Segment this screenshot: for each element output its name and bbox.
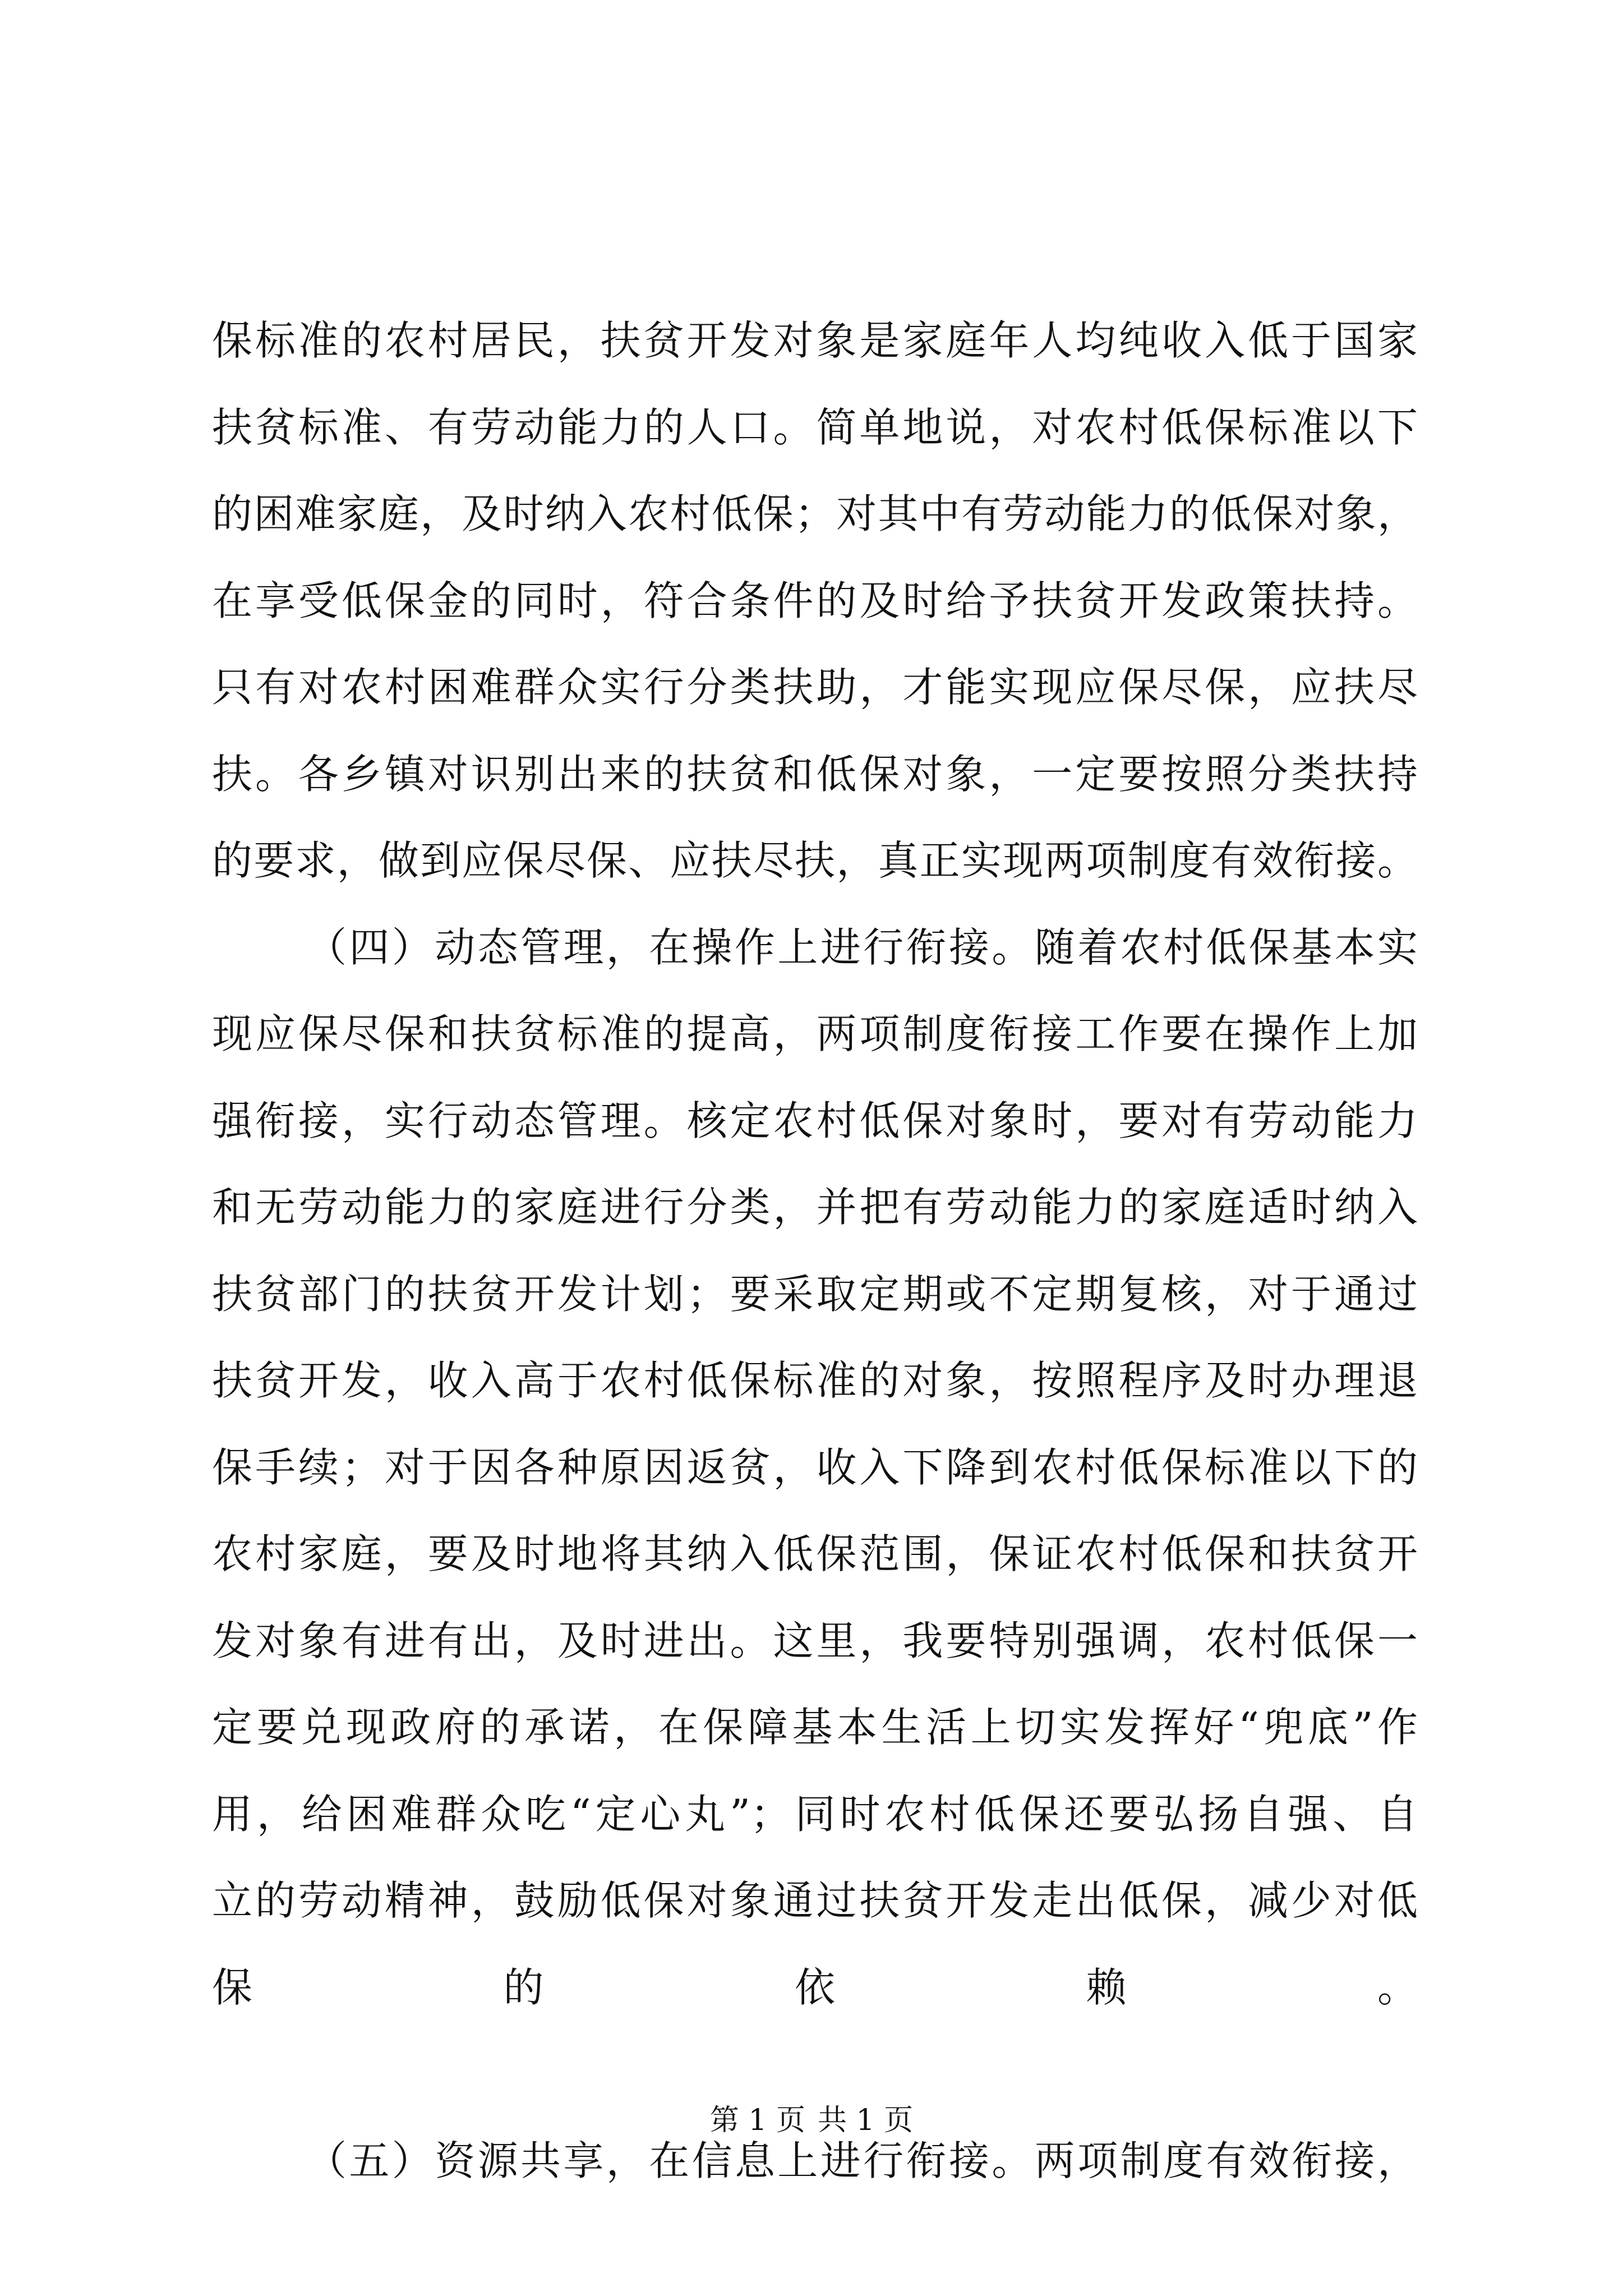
paragraph-heading-line: （五）资源共享，在信息上进行衔接。两项制度有效衔接，	[306, 2137, 1418, 2184]
text-line: 定要兑现政府的承诺，在保障基本生活上切实发挥好“兜底”作	[212, 1704, 1418, 1751]
text-line: 强衔接，实行动态管理。核定农村低保对象时，要对有劳动能力	[212, 1097, 1418, 1144]
page-number: 第 1 页	[709, 2104, 805, 2137]
page-footer	[0, 2101, 1623, 2140]
text-line: 保手续；对于因各种原因返贫，收入下降到农村低保标准以下的	[212, 1443, 1418, 1491]
text-line: 现应保尽保和扶贫标准的提高，两项制度衔接工作要在操作上加	[212, 1010, 1418, 1057]
document-body	[212, 297, 1418, 2204]
text-line: 保标准的农村居民，扶贫开发对象是家庭年人均纯收入低于国家	[212, 317, 1418, 364]
text-line: 用，给困难群众吃“定心丸”；同时农村低保还要弘扬自强、自	[212, 1790, 1418, 1838]
text-line: 保的依赖。	[212, 1963, 1418, 2011]
text-line: 扶贫标准、有劳动能力的人口。简单地说，对农村低保标准以下	[212, 403, 1418, 451]
paragraph-heading-line: （四）动态管理，在操作上进行衔接。随着农村低保基本实	[306, 923, 1418, 971]
text-line: 扶。各乡镇对识别出来的扶贫和低保对象，一定要按照分类扶持	[212, 750, 1418, 798]
text-line: 和无劳动能力的家庭进行分类，并把有劳动能力的家庭适时纳入	[212, 1184, 1418, 1231]
text-line: 发对象有进有出，及时进出。这里，我要特别强调，农村低保一	[212, 1617, 1418, 1664]
text-line: 立的劳动精神，鼓励低保对象通过扶贫开发走出低保，减少对低	[212, 1877, 1418, 1924]
text-line: 只有对农村困难群众实行分类扶助，才能实现应保尽保，应扶尽	[212, 664, 1418, 711]
page-total: 共 1 页	[818, 2104, 914, 2137]
text-line: 扶贫部门的扶贫开发计划；要采取定期或不定期复核，对于通过	[212, 1270, 1418, 1318]
text-line: 扶贫开发，收入高于农村低保标准的对象，按照程序及时办理退	[212, 1357, 1418, 1404]
text-line: 农村家庭，要及时地将其纳入低保范围，保证农村低保和扶贫开	[212, 1530, 1418, 1577]
text-line: 的要求，做到应保尽保、应扶尽扶，真正实现两项制度有效衔接。	[212, 837, 1418, 884]
text-line: 在享受低保金的同时，符合条件的及时给予扶贫开发政策扶持。	[212, 577, 1418, 624]
text-line: 的困难家庭，及时纳入农村低保；对其中有劳动能力的低保对象，	[212, 490, 1418, 537]
